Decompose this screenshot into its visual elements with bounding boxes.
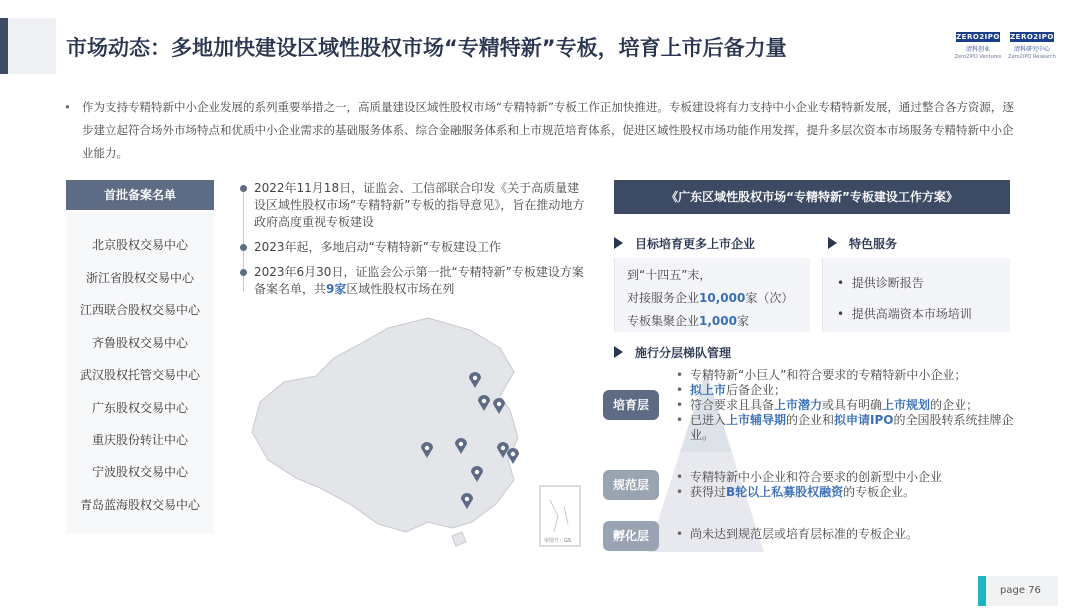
- triangle-right-icon: [828, 237, 837, 249]
- services-box: [822, 258, 1010, 332]
- tier-label-incubation: 孵化层: [603, 521, 659, 551]
- service-item: • 提供高端资本市场培训: [837, 307, 972, 321]
- goal-box: [614, 258, 810, 332]
- map-inset: [540, 486, 580, 546]
- header-accent-light: [8, 18, 56, 74]
- list-item: 齐鲁股权交易中心: [91, 336, 188, 350]
- map-island: [452, 532, 466, 546]
- list-item: • 专精特新“小巨人”和符合要求的专精特新中小企业；: [676, 368, 1016, 383]
- tier-incubation-list: [676, 527, 1016, 542]
- page-number: page 76: [978, 576, 1058, 606]
- header-accent: [0, 18, 8, 74]
- timeline: [240, 180, 590, 306]
- triangle-right-icon: [614, 346, 623, 358]
- logos: [954, 32, 1056, 60]
- goal-line: 对接服务企业10,000家（次）: [627, 291, 794, 305]
- page-number-accent: [978, 576, 986, 606]
- list-title: 首批备案名单: [66, 180, 214, 210]
- intro-text: 作为支持专精特新中小企业发展的系列重要举措之一，高质量建设区域性股权市场“专精特新”专板工作正加快推进。专板建设将有力支持中小企业专精特新发展，通过整合各方资源，逐步建立起符合场外市场特点和优质中小企业需求的基础服务体系、综合金融服务体系和上市规范培育体系，促进区域性股权市场功能作用发挥，提升多层次资本市场服务专精特新中小企业能力。: [82, 100, 1014, 160]
- triangle-right-icon: [614, 237, 623, 249]
- list-item: 广东股权交易中心: [91, 401, 188, 415]
- list-item: • 获得过B轮以上私募股权融资的专板企业。: [676, 485, 1016, 500]
- list-item: 武汉股权托管交易中心: [79, 368, 200, 382]
- list-item: 宁波股权交易中心: [91, 465, 188, 479]
- timeline-dot-icon: [240, 185, 247, 192]
- timeline-item: 2022年11月18日，证监会、工信部联合印发《关于高质量建设区域性股权市场“专精特新”专板的指导意见》，旨在推动地方政府高度重视专板建设: [240, 180, 590, 231]
- tier-title: 施行分层梯队管理: [614, 344, 731, 361]
- china-map: [238, 310, 598, 550]
- plan-title: 《广东区域性股权市场“专精特新”专板建设工作方案》: [614, 180, 1010, 214]
- service-item: • 提供诊断报告: [837, 276, 924, 290]
- tier-label-cultivation: 培育层: [603, 390, 659, 420]
- list-item: • 拟上市后备企业；: [676, 383, 1016, 398]
- services-title: 特色服务: [828, 235, 897, 252]
- goal-line: 到“十四五”末，: [627, 268, 712, 282]
- timeline-item: 2023年6月30日，证监会公示第一批“专精特新”专板建设方案备案名单，共9家区域性股权市场在列: [240, 264, 590, 298]
- list-item: 江西联合股权交易中心: [79, 303, 200, 317]
- list-item: • 符合要求且具备上市潜力或具有明确上市规划的企业；: [676, 398, 1016, 413]
- list-item: 青岛蓝海股权交易中心: [79, 498, 200, 512]
- map-outline: [252, 318, 518, 532]
- goal-title: 目标培育更多上市企业: [614, 235, 755, 252]
- list-item: • 专精特新中小企业和符合要求的创新型中小企业: [676, 470, 1016, 485]
- filing-list: [66, 212, 214, 534]
- list-item: 北京股权交易中心: [91, 238, 188, 252]
- timeline-item: 2023年起，多地启动“专精特新”专板建设工作: [240, 239, 590, 256]
- tier-cultivation-list: [676, 368, 1016, 443]
- page-title: 市场动态：多地加快建设区域性股权市场“专精特新”专板，培育上市后备力量: [66, 36, 787, 60]
- intro-paragraph: [64, 96, 1014, 165]
- goal-line: 专板集聚企业1,000家: [627, 314, 749, 328]
- tier-standard-list: [676, 470, 1016, 500]
- list-item: • 已进入上市辅导期的企业和拟申请IPO的全国股转系统挂牌企业。: [676, 413, 1016, 443]
- list-item: • 尚未达到规范层或培育层标准的专板企业。: [676, 527, 1016, 542]
- timeline-dot-icon: [240, 244, 247, 251]
- map-caption: 审图号：GS: [544, 538, 572, 544]
- bullet-icon: •: [64, 100, 71, 114]
- list-item: 重庆股份转让中心: [91, 433, 188, 447]
- logo-zero2ipo-research: ZERO2IPO 清科研究中心 Zero2IPO Research: [1008, 33, 1056, 60]
- logo-zero2ipo-ventures: ZERO2IPO 清科创业 Zero2IPO Ventures: [954, 33, 1002, 60]
- tier-label-standard: 规范层: [603, 470, 659, 500]
- timeline-dot-icon: [240, 269, 247, 276]
- list-item: 浙江省股权交易中心: [85, 271, 194, 285]
